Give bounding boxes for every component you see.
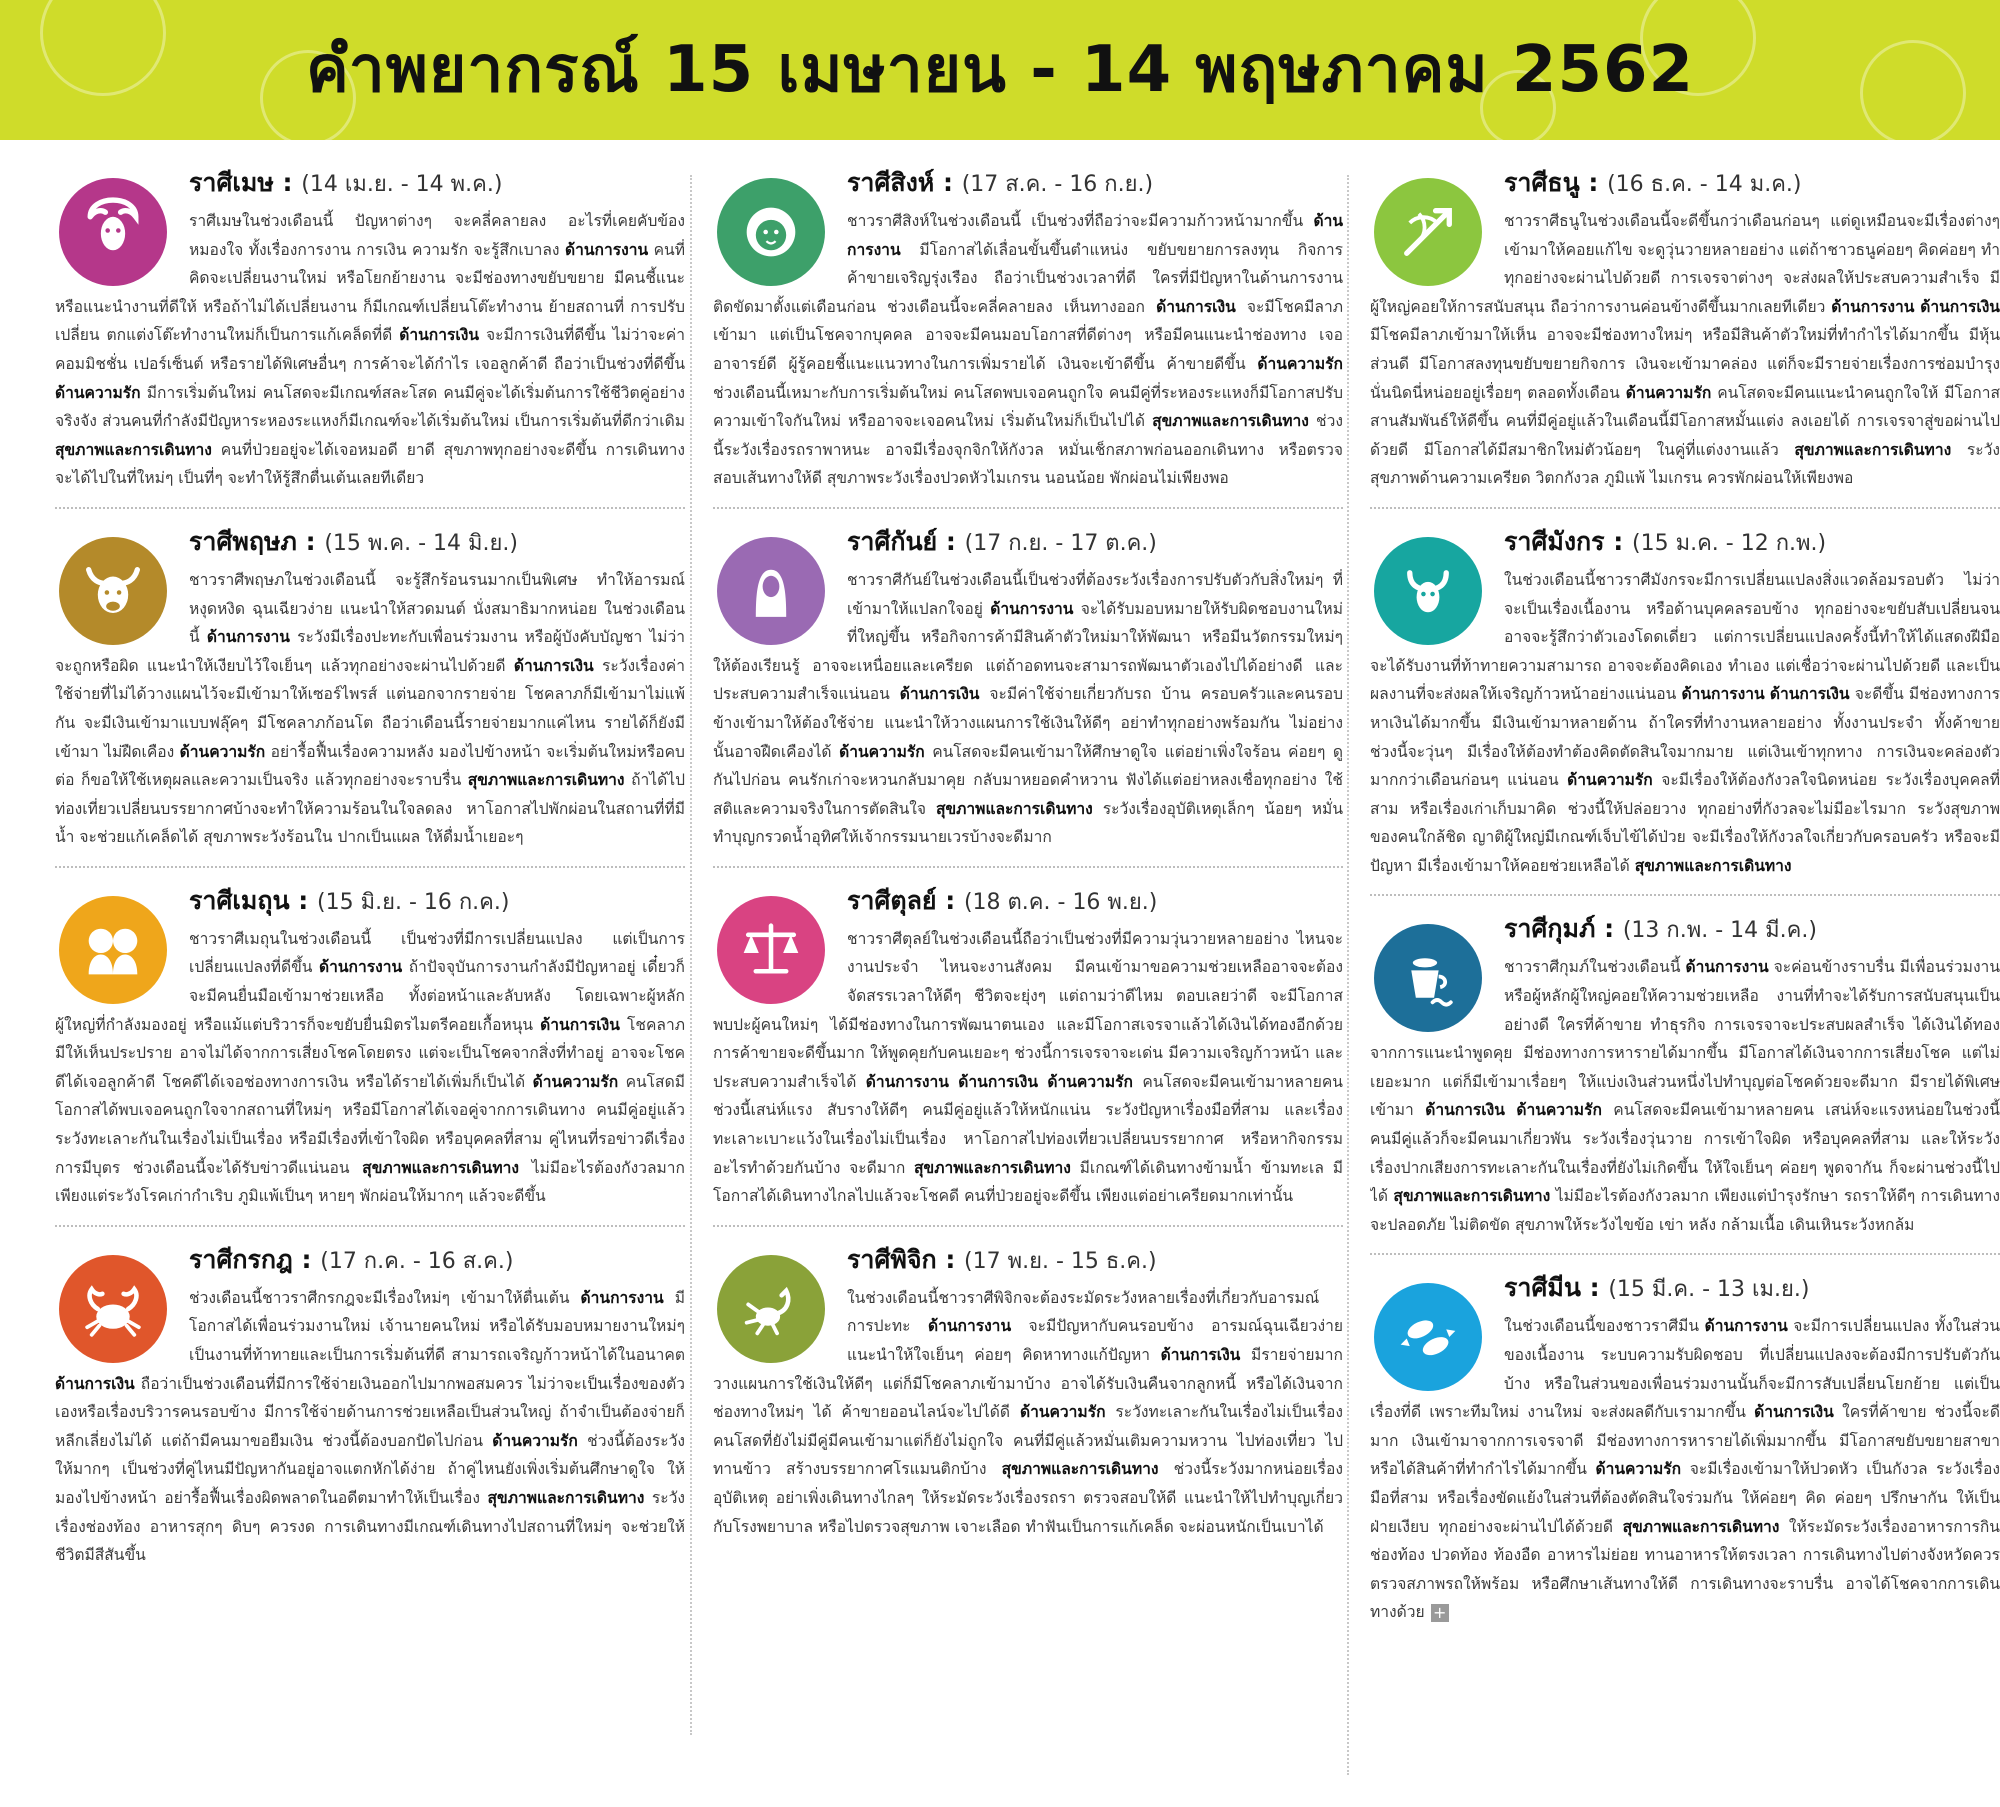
- label-health: สุขภาพและการเดินทาง: [935, 799, 1093, 818]
- label-love: ด้านความรัก: [839, 742, 925, 761]
- sign-dates: (17 ส.ค. - 16 ก.ย.): [961, 172, 1154, 197]
- label-love: ด้านความรัก: [492, 1431, 578, 1450]
- forecast-intro: ชาวราศีสิงห์ในช่วงเดือนนี้ เป็นช่วงที่ถือว่าจะมีความก้าวหน้ามากขึ้น: [847, 212, 1304, 230]
- sign-section-aries: [55, 168, 685, 493]
- forecast-money: จะมีโชคมีลาภเข้ามา แต่เป็นโชคจากบุคคล อาจจะมีคนมอบโอกาสที่ดีต่างๆ หรือมีคนแนะนำช่องทาง เจออาจารย์ดี ผู้รู้คอยชี้แนะแนวทางในการเพิ่มรายได้ เงินจะเข้าดีขึ้น ค้าขายดีขึ้น: [713, 297, 1343, 373]
- forecast-work: จะมีการเปลี่ยนแปลง ทั้งในส่วนของเนื้องาน ระบบความรับผิดชอบ ที่เปลี่ยนแปลงจะต้องมีการปรับตัวกันบ้าง หรือในส่วนของเพื่อนร่วมงานนั้นก็จะมีการสับเปลี่ยนโยกย้าย แต่เป็นเรื่องที่ดี เพราะทีมใหม่ งานใหม่ จะส่งผลดีกับเรามากขึ้น: [1370, 1317, 2000, 1422]
- forecast-health: ระวังสุขภาพด้านความเครียด วิตกกังวล ภูมิแพ้ ไมเกรน ควรพักผ่อนให้เพียงพอ: [1370, 440, 2000, 488]
- forecast-money: ระวังเรื่องค่าใช้จ่ายที่ไม่ได้วางแผนไว้จะมีเข้ามาให้เซอร์ไพรส์ แต่นอกจากรายจ่าย โชคลาภก็มีเข้ามาไม่แพ้กัน จะมีเงินเข้ามาแบบฟลุ๊คๆ มีโชคลาภก้อนโต ถือว่าเดือนนี้รายจ่ายมากแค่ไหน รายได้ก็ยังมีเข้ามา ไม่ฝืดเคือง: [55, 656, 685, 761]
- forecast-intro: ชาวราศีพฤษภในช่วงเดือนนี้ จะรู้สึกร้อนรนมากเป็นพิเศษ ทำให้อารมณ์หงุดหงิด ฉุนเฉียวง่าย แนะนำให้สวดมนต์ นั่งสมาธิมากหน่อย ในช่วงเดือนนี้: [189, 570, 685, 647]
- sign-section-scorpio: [713, 1245, 1343, 1541]
- sign-dates: (15 มี.ค. - 13 เม.ย.): [1608, 1277, 1810, 1303]
- label-work: ด้านการงาน: [565, 240, 649, 259]
- lion-icon: [717, 178, 825, 286]
- column-3: [1370, 168, 2000, 1627]
- forecast-intro: ชาวราศีเมถุนในช่วงเดือนนี้ เป็นช่วงที่มีการเปลี่ยนแปลง แต่เป็นการเปลี่ยนแปลงที่ดีขึ้น: [189, 929, 685, 977]
- forecast-health: ไม่มีอะไรต้องกังวลมาก เพียงแต่บำรุงรักษา รถราให้ดีๆ การเดินทางจะปลอดภัย ไม่ติดขัด สุขภาพให้ระวังไขข้อ เข่า หลัง กล้ามเนื้อ เดินเหินระวังหกล้ม: [1370, 1187, 2000, 1234]
- forecast-intro: ชาวราศีกันย์ในช่วงเดือนนี้เป็นช่วงที่ต้องระวังเรื่องการปรับตัวกับสิ่งใหม่ๆ ที่เข้ามาให้แปลกใจอยู่: [847, 570, 1343, 618]
- forecast-health: ระวังเรื่องช่องท้อง อาหารสุกๆ ดิบๆ ควรงด การเดินทางมีเกณฑ์เดินทางไปสถานที่ใหม่ๆ จะช่วยให้ชีวิตมีสีสันขึ้น: [55, 1488, 685, 1565]
- ram-icon: [59, 178, 167, 286]
- label-health: สุขภาพและการเดินทาง: [1634, 856, 1792, 875]
- section-divider: [1370, 507, 2000, 509]
- heading-separator: :: [1580, 1273, 1609, 1303]
- label-love: ด้านความรัก: [179, 742, 266, 761]
- forecast-intro: ชาวราศีกุมภ์ในช่วงเดือนนี้: [1504, 958, 1681, 977]
- forecast-work: จะมีปัญหากับคนรอบข้าง อารมณ์ฉุนเฉียวง่าย แนะนำให้ใจเย็นๆ ค่อยๆ คิดหาทางแก้ปัญหา: [847, 1317, 1343, 1364]
- column-divider: [1347, 175, 1349, 1775]
- forecast-work: คนที่คิดจะเปลี่ยนงานใหม่ หรือโยกย้ายงาน จะมีช่องทางขยับขยาย มีคนชี้แนะ หรือแนะนำงานที่ดีให้ หรือถ้าไม่ได้เปลี่ยนงาน ก็มีเกณฑ์เปลี่ยนโต๊ะทำงาน ย้ายสถานที่ การปรับเปลี่ยน ตกแต่งโต๊ะทำงานใหม่ก็เป็นการแก้เคล็ดที่ดี: [55, 240, 685, 345]
- sign-name: ราศีสิงห์: [847, 168, 935, 197]
- label-work: ด้านการงาน: [1831, 297, 1915, 316]
- sign-section-libra: [713, 886, 1343, 1211]
- label-health: สุขภาพและการเดินทาง: [1622, 1517, 1780, 1536]
- sign-section-cancer: [55, 1245, 685, 1570]
- forecast-health: ช่วงนี้ระวังมากหน่อยเรื่องอุบัติเหตุ อย่าเพิ่งเดินทางไกลๆ ให้ระมัดระวังเรื่องรถรา ตรวจสอบให้ดี แนะนำให้ไปทำบุญเกี่ยวกับโรงพยาบาล หรือไปตรวจสุขภาพ เจาะเลือด ทำฟันเป็นการแก้เคล็ด จะผ่อนหนักเป็นเบาได้: [713, 1460, 1343, 1536]
- label-money: ด้านการเงิน: [899, 685, 980, 704]
- heading-separator: :: [289, 885, 317, 915]
- crab-icon: [59, 1255, 167, 1363]
- scorpion-icon: [717, 1255, 825, 1363]
- forecast-work: จะได้รับมอบหมายให้รับผิดชอบงานใหม่ที่ใหญ่ขึ้น หรือกิจการค้ามีสินค้าตัวใหม่มาให้พัฒนา หรือมีนวัตกรรมใหม่ๆ ให้ต้องเรียนรู้ อาจจะเหนื่อยและเครียด แต่ถ้าอดทนจะสามารถพัฒนาตัวเองไปได้อย่างดี และประสบความสำเร็จแน่นอน: [713, 599, 1343, 704]
- sign-dates: (16 ธ.ค. - 14 ม.ค.): [1607, 172, 1802, 197]
- forecast-money: ถือว่าเป็นช่วงเดือนที่มีการใช้จ่ายเงินออกไปมากพอสมควร ไม่ว่าจะเป็นเรื่องของตัวเองหรือเรื่องบริวารคนรอบข้าง มีการใช้จ่ายด้านการช่วยเหลือเป็นส่วนใหญ่ ถ้าจำเป็นต้องจ่ายก็หลีกเลี่ยงไม่ได้ แต่ถ้ามีคนมาขอยืมเงิน ช่วงนี้ต้องบอกปัดไปก่อน: [55, 1374, 685, 1450]
- sign-section-capricorn: [1370, 527, 2000, 881]
- forecast-work: มีโอกาสได้เลื่อนขั้นขึ้นตำแหน่ง ขยับขยายการลงทุน กิจการค้าขายเจริญรุ่งเรือง ถือว่าเป็นช่วงเวลาที่ดี ใครที่มีปัญหาในด้านการงานติดขัดมาตั้งแต่เดือนก่อน ช่วงเดือนนี้จะคลี่คลายลง เห็นทางออก: [713, 240, 1343, 316]
- sign-name: ราศีตุลย์: [847, 885, 937, 915]
- forecast-love: คนโสดจะมีคนเข้ามาหลายคน เสน่ห์จะแรงหน่อยในช่วงนี้ คนมีคู่แล้วก็จะมีคนมาเกี่ยวพัน ระวังเรื่องวุ่นวาย การเข้าใจผิด หรือบุคคลที่สาม และให้ระวังเรื่องปากเสียงการทะเลาะกันในเรื่องที่ยังไม่เกิดขึ้น ให้ใจเย็นๆ ค่อยๆ พูดจากัน ก็จะผ่านช่วงนี้ไปได้: [1370, 1101, 2000, 1206]
- sign-dates: (15 พ.ค. - 14 มิ.ย.): [324, 530, 518, 556]
- heading-separator: :: [937, 526, 965, 556]
- label-money: ด้านการเงิน: [55, 1374, 135, 1393]
- forecast-health: ไม่มีอะไรต้องกังวลมาก เพียงแต่ระวังโรคเก่ากำเริบ ภูมิแพ้เป็นๆ หายๆ พักผ่อนให้มากๆ แล้วจะดีขึ้น: [55, 1158, 685, 1206]
- label-health: สุขภาพและการเดินทาง: [362, 1158, 519, 1177]
- label-money: ด้านการเงิน: [513, 656, 594, 675]
- forecast-work: มีโอกาสได้เพื่อนร่วมงานใหม่ เจ้านายคนใหม่ หรือได้รับมอบหมายงานใหม่ๆ เป็นงานที่ท้าทายและเป็นการเริ่มต้นที่ดี สามารถเจริญก้าวหน้าได้ในอนาคต: [189, 1288, 685, 1364]
- section-divider: [713, 866, 1343, 868]
- sign-dates: (14 เม.ย. - 14 พ.ค.): [301, 172, 503, 197]
- goat-icon: [1374, 537, 1482, 645]
- label-work: ด้านการงาน: [865, 1072, 949, 1091]
- fish-icon: [1374, 1283, 1482, 1391]
- sign-dates: (18 ต.ค. - 16 พ.ย.): [963, 889, 1158, 915]
- label-money: ด้านการเงิน: [1920, 297, 2000, 316]
- label-health: สุขภาพและการเดินทาง: [914, 1158, 1071, 1177]
- section-divider: [1370, 894, 2000, 896]
- column-divider: [690, 175, 692, 1735]
- column-1: [55, 168, 685, 1570]
- forecast-health: ให้ระมัดระวังเรื่องอาหารการกิน ช่องท้อง ปวดท้อง ท้องอืด อาหารไม่ย่อย ทานอาหารให้ตรงเวลา การเดินทางไปต่างจังหวัดควรตรวจสภาพรถให้พร้อม หรือศึกษาเส้นทางให้ดี การเดินทางจะราบรื่น อาจได้โชคจากการเดินทางด้วย: [1370, 1517, 2000, 1622]
- forecast-love: ระวังทะเลาะกันในเรื่องไม่เป็นเรื่อง คนโสดที่ยังไม่มีคู่มีคนเข้ามาแต่ก็ยังไม่ถูกใจ คนที่มีคู่แล้วหมั่นเติมความหวาน ไปท่องเที่ยว ไปทานข้าว สร้างบรรยากาศโรแมนติกบ้าง: [713, 1403, 1343, 1479]
- sign-name: ราศีมังกร: [1504, 526, 1605, 556]
- bull-icon: [59, 537, 167, 645]
- forecast-intro: ในช่วงเดือนนี้ชาวราศีมังกรจะมีการเปลี่ยนแปลงสิ่งแวดล้อมรอบตัว ไม่ว่าจะเป็นเรื่องเนื้องาน หรือด้านบุคคลรอบข้าง ทุกอย่างจะขยับสับเปลี่ยนจนอาจจะรู้สึกว่าตัวเองโดดเดี่ยว แต่การเปลี่ยนแปลงครั้งนี้ทำให้ได้แสดงฝีมือ จะได้รับงานที่ท้าทายความสามารถ อาจจะต้องคิดเอง ทำเอง แต่เชื่อว่าจะผ่านไปด้วยดี และเป็นผลงานที่จะส่งผลให้เจริญก้าวหน้าอย่างแน่นอน: [1370, 570, 2000, 704]
- forecast-love: คนโสดจะมีคนแนะนำคนถูกใจให้ มีโอกาสสานสัมพันธ์ให้ดีขึ้น คนที่มีคู่อยู่แล้วในเดือนนี้มีโอกาสหมั้นแต่ง ลงเอยได้ การเจรจาสู่ขอผ่านไปด้วยดี มีโอกาสได้มีสมาชิกใหม่ตัวน้อยๆ ในคู่ที่แต่งงานแล้ว: [1370, 383, 2000, 459]
- twins-icon: [59, 896, 167, 1004]
- sign-section-virgo: [713, 527, 1343, 852]
- sign-dates: (15 ม.ค. - 12 ก.พ.): [1632, 530, 1827, 556]
- sign-name: ราศีกรกฎ: [189, 1244, 293, 1274]
- plus-icon: +: [1431, 1604, 1449, 1622]
- header-banner: [0, 0, 2000, 140]
- page-title: คำพยากรณ์ 15 เมษายน - 14 พฤษภาคม 2562: [305, 33, 1695, 107]
- water-bearer-icon: [1374, 924, 1482, 1032]
- label-love: ด้านความรัก: [55, 383, 141, 402]
- heading-separator: :: [934, 168, 962, 197]
- label-work: ด้านการงาน: [1685, 958, 1769, 977]
- forecast-money: จะมีการเงินที่ดีขึ้น ไม่ว่าจะค่าคอมมิชชั่น เปอร์เซ็นต์ หรือรายได้พิเศษอื่นๆ การค้าจะได้กำไร เจอลูกค้าดี ถือว่าเป็นช่วงที่ดีขึ้น: [55, 326, 685, 373]
- forecast-work: ระวังมีเรื่องปะทะกับเพื่อนร่วมงาน หรือผู้บังคับบัญชา ไม่ว่าจะถูกหรือผิด แนะนำให้เงียบไว้ใจเย็นๆ แล้วทุกอย่างจะผ่านไปด้วยดี: [55, 628, 685, 675]
- archer-icon: [1374, 178, 1482, 286]
- label-love: ด้านความรัก: [532, 1072, 619, 1091]
- forecast-money: โชคลาภมีให้เห็นประปราย อาจไม่ได้จากการเสี่ยงโชคโดยตรง แต่จะเป็นโชคจากสิ่งที่ทำอยู่ อาจจะโชคดีได้เจอลูกค้าดี โชคดีได้เจอช่องทางการเงิน หรือได้รายได้เพิ่มก็เป็นได้: [55, 1015, 685, 1091]
- sign-section-pisces: [1370, 1273, 2000, 1627]
- forecast-health: ช่วงนี้ระวังเรื่องรถราพาหนะ อาจมีเรื่องจุกจิกให้กังวล หมั่นเช็กสภาพก่อนออกเดินทาง หรือตรวจสอบเส้นทางให้ดี สุขภาพระวังเรื่องปวดหัวไมเกรน นอนน้อย พักผ่อนไม่เพียงพอ: [713, 412, 1343, 488]
- label-health: สุขภาพและการเดินทาง: [467, 771, 625, 790]
- label-work: ด้านการงาน: [580, 1288, 664, 1307]
- forecast-intro: ชาวราศีตุลย์ในช่วงเดือนนี้ถือว่าเป็นช่วงที่มีความวุ่นวายหลายอย่าง ไหนจะงานประจำ ไหนจะงานสังคม มีคนเข้ามาขอความช่วยเหลืออาจจะต้องจัดสรรเวลาให้ดีๆ ชีวิตจะยุ่งๆ แต่ถามว่าดีไหม ตอบเลยว่าดี จะมีโอกาสพบปะผู้คนใหม่ๆ ได้มีช่องทางในการพัฒนาตนเอง และมีโอกาสเจรจาแล้วได้เงินได้ทองอีกด้วย การค้าขายจะดีขึ้นมาก ให้พูดคุยกับคนเยอะๆ ช่วงนี้การเจรจาจะเด่น มีความเจริญก้าวหน้า และประสบความสำเร็จได้: [713, 929, 1343, 1091]
- sign-name: ราศีเมษ: [189, 168, 274, 197]
- sign-section-sagittarius: [1370, 168, 2000, 493]
- label-health: สุขภาพและการเดินทาง: [487, 1488, 645, 1507]
- forecast-intro: ชาวราศีธนูในช่วงเดือนนี้จะดีขึ้นกว่าเดือนก่อนๆ แต่ดูเหมือนจะมีเรื่องต่างๆ เข้ามาให้คอยแก้ไข จะดูวุ่นวายหลายอย่าง แต่ถ้าชาวธนูค่อยๆ คิดค่อยๆ ทำ ทุกอย่างจะผ่านไปด้วยดี การเจรจาต่างๆ จะส่งผลให้ประสบความสำเร็จ มีผู้ใหญ่คอยให้การสนับสนุน ถือว่าการงานค่อนข้างดีขึ้นมากเลยทีเดียว: [1370, 212, 2000, 316]
- label-work: ด้านการงาน: [319, 958, 403, 977]
- section-divider: [55, 1225, 685, 1227]
- sign-name: ราศีกันย์: [847, 526, 938, 556]
- forecast-health: คนที่ป่วยอยู่จะได้เจอหมอดี ยาดี สุขภาพทุกอย่างจะดีขึ้น การเดินทางจะได้ไปในที่ใหม่ๆ เป็นที่ๆ จะทำให้รู้สึกตื่นเต้นเลยทีเดียว: [55, 440, 685, 488]
- heading-separator: :: [936, 885, 964, 915]
- forecast-work: ถ้าปัจจุบันการงานกำลังมีปัญหาอยู่ เดี๋ยวก็จะมีคนยื่นมือเข้ามาช่วยเหลือ ทั้งต่อหน้าและลับหลัง โดยเฉพาะผู้หลักผู้ใหญ่ที่กำลังมองอยู่ หรือแม้แต่บริวารก็จะขยับยื่นมิตรไมตรีคอยเกื้อหนุน: [55, 958, 685, 1034]
- forecast-intro: ราศีเมษในช่วงเดือนนี้ ปัญหาต่างๆ จะคลี่คลายลง อะไรที่เคยคับข้องหมองใจ ทั้งเรื่องการงาน การเงิน ความรัก จะรู้สึกเบาลง: [189, 212, 685, 259]
- heading-separator: :: [1595, 914, 1623, 944]
- forecast-money: จะดีขึ้น มีช่องทางการหาเงินได้มากขึ้น มีเงินเข้ามาหลายด้าน ถ้าใครที่ทำงานหลายอย่าง ทั้งงานประจำ ทั้งค้าขาย ช่วงนี้จะวุ่นๆ มีเรื่องให้ต้องทำต้องคิดตัดสินใจมากมาย แต่เงินเข้าทุกทาง การเงินจะคล่องตัวมากกว่าเดือนก่อนๆ แน่นอน: [1370, 685, 2000, 790]
- sign-name: ราศีเมถุน: [189, 885, 290, 915]
- label-love: ด้านความรัก: [1595, 1460, 1682, 1479]
- label-work: ด้านการงาน: [927, 1317, 1012, 1336]
- sign-section-taurus: [55, 527, 685, 852]
- heading-separator: :: [1604, 526, 1632, 556]
- label-work: ด้านการงาน: [206, 628, 290, 647]
- forecast-intro: ในช่วงเดือนนี้ชาวราศีพิจิกจะต้องระมัดระวังหลายเรื่องที่เกี่ยวกับอารมณ์ การปะทะ: [847, 1288, 1320, 1336]
- label-health: สุขภาพและการเดินทาง: [55, 440, 212, 459]
- sign-name: ราศีพฤษภ: [189, 526, 297, 556]
- heading-separator: :: [273, 168, 302, 197]
- forecast-love: อย่ารื้อฟื้นเรื่องความหลัง มองไปข้างหน้า จะเริ่มต้นใหม่หรือคบต่อ ก็ขอให้ใช้เหตุผลและความเป็นจริง แล้วทุกอย่างจะราบรื่น: [55, 742, 685, 790]
- sign-dates: (15 มิ.ย. - 16 ก.ค.): [317, 889, 510, 915]
- sign-name: ราศีมีน: [1504, 1273, 1581, 1303]
- heading-separator: :: [1579, 168, 1608, 197]
- label-money: ด้านการเงิน: [958, 1072, 1039, 1091]
- label-money: ด้านการเงิน: [1160, 1346, 1241, 1364]
- forecast-love: คนโสดมีโอกาสได้พบเจอคนถูกใจจากสถานที่ใหม่ๆ หรือมีโอกาสได้เจอคู่จากการเดินทาง คนมีคู่อยู่แล้วระวังทะเลาะกันในเรื่องไม่เป็นเรื่อง หรือมีเรื่องที่เข้าใจผิด หรือบุคคลที่สาม คู่ไหนที่รอข่าวดีเรื่องการมีบุตร ช่วงเดือนนี้จะได้รับข่าวดีแน่นอน: [55, 1072, 685, 1177]
- section-divider: [713, 1225, 1343, 1227]
- sign-name: ราศีธนู: [1504, 168, 1580, 197]
- label-money: ด้านการเงิน: [540, 1015, 620, 1034]
- forecast-health: มีเกณฑ์ได้เดินทางข้ามน้ำ ข้ามทะเล มีโอกาสได้เดินทางไกลไปแล้วจะโชคดี คนที่ป่วยอยู่จะดีขึ้น เพียงแต่อย่าเครียดมากเท่านั้น: [713, 1158, 1343, 1206]
- heading-separator: :: [936, 1244, 965, 1274]
- label-love: ด้านความรัก: [1625, 383, 1712, 402]
- label-love: ด้านความรัก: [1047, 1072, 1133, 1091]
- forecast-love: ช่วงเดือนนี้เหมาะกับการเริ่มต้นใหม่ คนโสดพบเจอคนถูกใจ คนมีคู่ที่ระหองระแหงก็มีโอกาสปรับความเข้าใจกันใหม่ หรืออาจจะเจอคนใหม่ เริ่มต้นใหม่ก็เป็นไปได้: [713, 383, 1343, 431]
- forecast-work: จะค่อนข้างราบรื่น มีเพื่อนร่วมงานหรือผู้หลักผู้ใหญ่คอยให้ความช่วยเหลือ งานที่ทำจะได้รับการสนับสนุนเป็นอย่างดี ใครที่ค้าขาย ทำธุรกิจ การเจรจาจะประสบผลสำเร็จ ได้เงินได้ทองจากการแนะนำพูดคุย มีช่องทางการหารายได้มากขึ้น มีโอกาสได้เงินจากการเสี่ยงโชค แต่ไม่เยอะมาก แต่ก็มีเข้ามาเรื่อยๆ ให้แบ่งเงินส่วนหนึ่งไปทำบุญต่อโชคด้วยจะดีมาก มีรายได้พิเศษเข้ามา: [1370, 958, 2000, 1120]
- sign-dates: (17 ก.ค. - 16 ส.ค.): [320, 1248, 514, 1274]
- maiden-icon: [717, 537, 825, 645]
- label-health: สุขภาพและการเดินทาง: [1152, 412, 1309, 431]
- sign-dates: (13 ก.พ. - 14 มี.ค.): [1622, 918, 1817, 944]
- forecast-love: จะมีเรื่องให้ต้องกังวลใจนิดหน่อย ระวังเรื่องบุคคลที่สาม หรือเรื่องเก่าเก็บมาคิด ช่วงนี้ให้ปล่อยวาง ทุกอย่างที่กังวลจะไม่มีอะไรมาก ระวังสุขภาพของคนใกล้ชิด ญาติผู้ใหญ่มีเกณฑ์เจ็บไข้ได้ป่วย จะมีเรื่องให้กังวลใจเกี่ยวกับครอบครัว หรือจะมีปัญหา มีเรื่องเข้ามาให้คอยช่วยเหลือได้: [1370, 771, 2000, 875]
- forecast-love: คนโสดจะมีคนเข้ามาให้ศึกษาดูใจ แต่อย่าเพิ่งใจร้อน ค่อยๆ ดูกันไปก่อน คนรักเก่าจะหวนกลับมาคุย กลับมาหยอดคำหวาน ฟังได้แต่อย่าหลงเชื่อทุกอย่าง ใช้สติและความจริงในการตัดสินใจ: [713, 742, 1343, 818]
- column-2: [713, 168, 1343, 1541]
- forecast-health: ถ้าได้ไปท่องเที่ยวเปลี่ยนบรรยากาศบ้างจะทำให้ความร้อนในใจลดลง หาโอกาสไปพักผ่อนในสถานที่ที่มีน้ำ จะช่วยแก้เคล็ดได้ สุขภาพระวังร้อนใน ปากเป็นแผล ให้ดื่มน้ำเยอะๆ: [55, 771, 685, 847]
- label-work: ด้านการงาน: [990, 599, 1074, 618]
- section-divider: [55, 507, 685, 509]
- heading-separator: :: [292, 1244, 321, 1274]
- section-divider: [55, 866, 685, 868]
- sign-section-gemini: [55, 886, 685, 1211]
- label-work: ด้านการงาน: [1681, 685, 1765, 704]
- sign-section-leo: [713, 168, 1343, 493]
- label-health: สุขภาพและการเดินทาง: [1794, 440, 1952, 459]
- forecast-love: มีการเริ่มต้นใหม่ คนโสดจะมีเกณฑ์สละโสด คนมีคู่จะได้เริ่มต้นการใช้ชีวิตคู่อย่างจริงจัง ส่วนคนที่กำลังมีปัญหาระหองระแหงก็มีเกณฑ์จะได้เริ่มต้นใหม่ เป็นการเริ่มต้นที่ดีกว่าเดิม: [55, 383, 685, 431]
- forecast-health: ระวังเรื่องอุบัติเหตุเล็กๆ น้อยๆ หมั่นทำบุญกรวดน้ำอุทิศให้เจ้ากรรมนายเวรบ้างจะดีมาก: [713, 799, 1343, 847]
- forecast-money: ใครที่ค้าขาย ช่วงนี้จะดีมาก เงินเข้ามาจากการเจรจาดี มีช่องทางการหารายได้เพิ่มมากขึ้น มีโอกาสขยับขยายสาขา หรือได้สินค้าที่ทำกำไรได้มากขึ้น: [1370, 1403, 2000, 1479]
- label-love: ด้านความรัก: [1019, 1403, 1106, 1422]
- label-money: ด้านการเงิน: [1156, 297, 1236, 316]
- forecast-money: มีโชคมีลาภเข้ามาให้เห็น อาจจะมีช่องทางใหม่ๆ หรือมีสินค้าตัวใหม่ที่ทำกำไรได้มากขึ้น มีหุ้นส่วนดี มีโอกาสลงทุนขยับขยายกิจการ เงินจะเข้ามาคล่อง แต่ก็จะมีรายจ่ายเรื่องการซ่อมบำรุง นั่นนิดนี่หน่อยอยู่เรื่อยๆ ตลอดทั้งเดือน: [1370, 326, 2000, 402]
- forecast-intro: ในช่วงเดือนนี้ของชาวราศีมีน: [1504, 1317, 1700, 1336]
- label-money: ด้านการเงิน: [399, 326, 479, 345]
- label-health: สุขภาพและการเดินทาง: [1393, 1187, 1551, 1206]
- label-love: ด้านความรัก: [1567, 771, 1653, 790]
- section-divider: [1370, 1253, 2000, 1255]
- label-love: ด้านความรัก: [1516, 1101, 1602, 1120]
- label-love: ด้านความรัก: [1257, 354, 1343, 373]
- sign-section-aquarius: [1370, 914, 2000, 1239]
- label-money: ด้านการเงิน: [1769, 685, 1850, 704]
- scales-icon: [717, 896, 825, 1004]
- forecast-love: คนโสดจะมีคนเข้ามาหลายคน ช่วงนี้เสน่ห์แรง สับรางให้ดีๆ คนมีคู่อยู่แล้วให้หนักแน่น ระวังปัญหาเรื่องมือที่สาม และเรื่องทะเลาะเบาะแว้งในเรื่องไม่เป็นเรื่อง หาโอกาสไปท่องเที่ยวเปลี่ยนบรรยากาศ หรือหากิจกรรมอะไรทำด้วยกันบ้าง จะดีมาก: [713, 1072, 1343, 1177]
- sign-dates: (17 ก.ย. - 17 ต.ค.): [964, 530, 1157, 556]
- label-work: ด้านการงาน: [1704, 1317, 1788, 1336]
- forecast-love: จะมีเรื่องเข้ามาให้ปวดหัว เป็นกังวล ระวังเรื่องมือที่สาม หรือเรื่องขัดแย้งในส่วนที่ต้องตัดสินใจร่วมกัน ให้ค่อยๆ คิด ค่อยๆ ปรึกษากัน ให้เป็นฝ่ายเงียบ ทุกอย่างจะผ่านไปได้ด้วยดี: [1370, 1460, 2000, 1536]
- heading-separator: :: [296, 526, 325, 556]
- label-money: ด้านการเงิน: [1754, 1403, 1834, 1422]
- forecast-love: ช่วงนี้ต้องระวังให้มากๆ เป็นช่วงที่คู่ไหนมีปัญหากันอยู่อาจแตกหักได้ง่าย ถ้าคู่ไหนยังเพิ่งเริ่มต้นศึกษาดูใจ ให้มองไปข้างหน้า อย่ารื้อฟื้นเรื่องผิดพลาดในอดีตมาทำให้เป็นเรื่อง: [55, 1431, 685, 1507]
- sign-dates: (17 พ.ย. - 15 ธ.ค.): [964, 1248, 1157, 1274]
- label-work: ด้านการงาน: [847, 212, 1343, 259]
- forecast-money: จะมีค่าใช้จ่ายเกี่ยวกับรถ บ้าน ครอบครัวและคนรอบข้างเข้ามาให้ต้องใช้จ่าย แนะนำให้วางแผนการใช้เงินให้ดีๆ อย่าทำทุกอย่างพร้อมกัน ไม่อย่างนั้นอาจฝืดเคืองได้: [713, 685, 1343, 761]
- section-divider: [713, 507, 1343, 509]
- label-money: ด้านการเงิน: [1425, 1101, 1505, 1120]
- sign-name: ราศีกุมภ์: [1504, 914, 1596, 944]
- label-health: สุขภาพและการเดินทาง: [1001, 1460, 1159, 1479]
- forecast-money: มีรายจ่ายมาก วางแผนการใช้เงินให้ดีๆ แต่ก็มีโชคลาภเข้ามาบ้าง อาจได้รับเงินคืนจากลูกหนี้ หรือได้เงินจากช่องทางใหม่ๆ ได้ ค้าขายออนไลน์จะไปได้ดี: [713, 1346, 1343, 1422]
- forecast-intro: ช่วงเดือนนี้ชาวราศีกรกฎจะมีเรื่องใหม่ๆ เข้ามาให้ตื่นเต้น: [189, 1288, 570, 1307]
- sign-name: ราศีพิจิก: [847, 1244, 937, 1274]
